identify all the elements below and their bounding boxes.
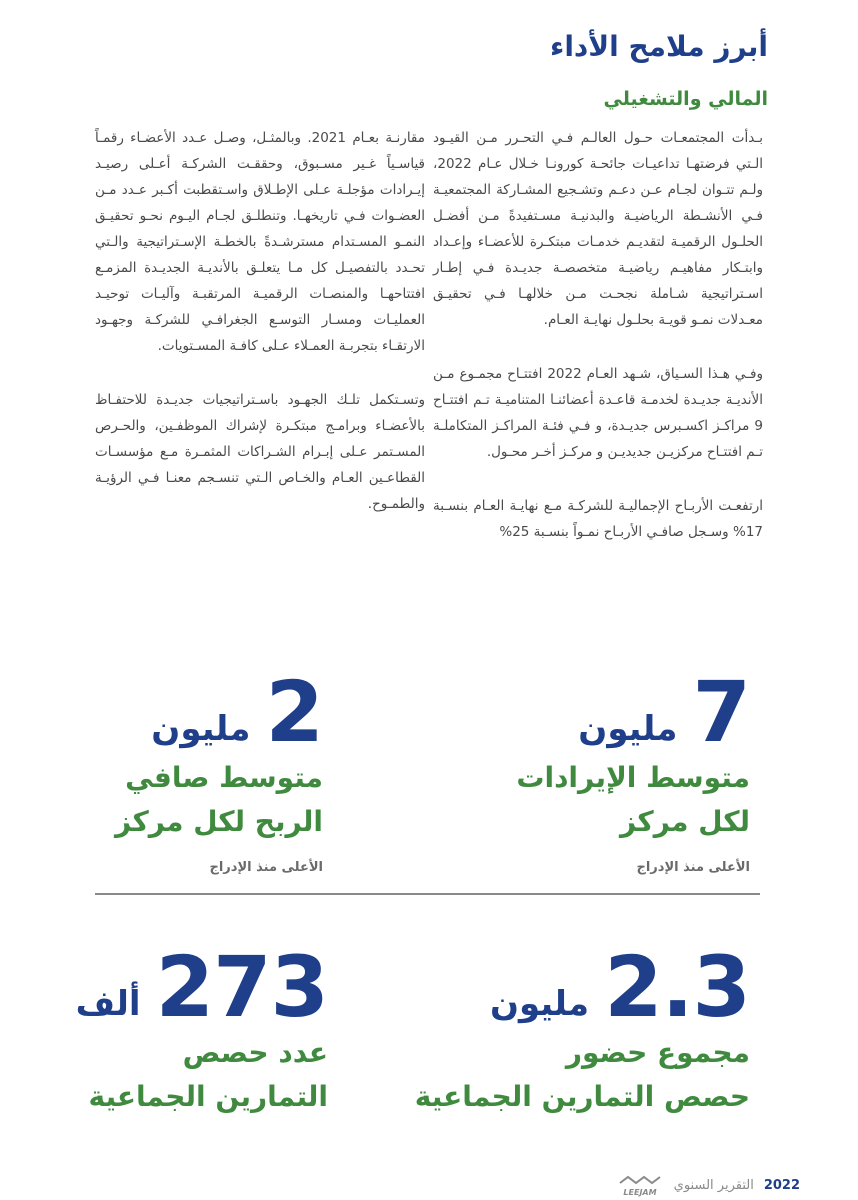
footer-year: 2022 <box>763 1177 800 1193</box>
page-subtitle: المالي والتشغيلي <box>603 88 768 110</box>
footer-label: التقرير السنوي <box>673 1177 754 1193</box>
text-column-right <box>433 125 763 573</box>
stat-description-line: مجموع حضور <box>565 1036 750 1069</box>
stat-description-line: الربح لكل مركز <box>115 805 323 838</box>
page-footer <box>616 1172 800 1198</box>
stat-description <box>23 756 323 844</box>
stat-description-line: التمارين الجماعية <box>88 1080 328 1113</box>
stat-description-line: حصص التمارين الجماعية <box>414 1080 750 1113</box>
paragraph: وتسـتكمل تلـك الجهـود باسـتراتيجيات جديـدة للاحتفـاظ بالأعضـاء وبرامـج مبتكـرة لإشراك الموظفـين، والحـرص المسـتمر عـلى إبـرام الشـراكات المثمـرة مـع مؤسسـات القطاعـين العـام والخـاص الـتي تنسـجم معنـا فـي الرؤيـة والطمـوح. <box>95 392 425 512</box>
stat-description-line: متوسط الإيرادات <box>516 761 750 794</box>
stat-unit: ألف <box>75 984 141 1024</box>
stat-value: 7 <box>692 663 750 761</box>
stat-description <box>410 1031 750 1119</box>
stat-class-attendance <box>410 938 750 1119</box>
text-column-left <box>95 125 425 545</box>
stat-description-line: لكل مركز <box>620 805 750 838</box>
stat-value: 273 <box>155 938 328 1036</box>
stat-value: 2.3 <box>604 938 750 1036</box>
page-title: أبرز ملامح الأداء <box>550 30 768 63</box>
stat-unit: مليون <box>489 984 590 1024</box>
paragraph: مقارنـة بعـام 2021. وبالمثـل، وصـل عـدد الأعضـاء رقمـاً قياسـياً غـير مسـبوق، وحققـت الشركـة أعـلى رصيـد إيـرادات مؤجلـة عـلى الإطـلاق واسـتقطبت أكـبر عـدد مـن العضـوات فـي تاريخهـا. وتنطلـق لجـام اليـوم نحـو تحقيـق النمـو المسـتدام مسترشـدةً بالخطـة الإسـتراتيجية والـتي تحـدد بالتفصيـل كل مـا يتعلـق بالأنديـة الجديـدة المزمـع افتتاحهـا والمنصـات الرقميـة المرتقبـة وآليـات توحيـد العمليـات ومسـار التوسـع الجغرافـي للشركـة وجهـود الارتقـاء بتجربـة العمـلاء عـلى كافـة المسـتويات. <box>95 130 425 354</box>
stat-avg-net-profit <box>23 663 323 875</box>
stat-description-line: عدد حصص <box>182 1036 328 1069</box>
stat-description-line: متوسط صافي <box>125 761 323 794</box>
logo-text: LEEJAM <box>623 1188 657 1197</box>
stat-class-count <box>28 938 328 1119</box>
section-divider <box>95 893 760 895</box>
stat-note: الأعلى منذ الإدراج <box>209 860 323 875</box>
paragraph: بـدأت المجتمعـات حـول العالـم فـي التحـرر مـن القيـود الـتي فرضتهـا تداعيـات جائحـة كورونـا خـلال عـام 2022، ولـم تتـوان لجـام عـن دعـم وتشـجيع المشـاركة المجتمعيـة فـي الأنشـطة الرياضيـة والبدنيـة مسـتفيدةً مـن أفضـل الحلـول الرقميـة لتقديـم خدمـات مبتكـرة للأعضـاء وإعـداد وابتـكار مفاهيـم رياضيـة متخصصـة جديـدة فـي إطـار اسـتراتيجية شـاملة نجحـت مـن خلالهـا فـي تحقيـق معـدلات نمـو قويـة بحلـول نهايـة العـام. <box>433 130 763 328</box>
stat-unit: مليون <box>151 709 251 749</box>
stat-unit: مليون <box>578 709 678 749</box>
stat-value: 2 <box>265 663 323 761</box>
stat-description <box>430 756 750 844</box>
stat-description <box>28 1031 328 1119</box>
paragraph: ارتفعـت الأربـاح الإجماليـة للشركـة مـع نهايـة العـام بنسـبة 17% وسـجل صافـي الأربـاح نمـواً بنسـبة 25% <box>433 498 763 540</box>
stat-avg-revenue <box>430 663 750 875</box>
stat-note: الأعلى منذ الإدراج <box>636 860 750 875</box>
leejam-logo-icon <box>616 1173 664 1197</box>
paragraph: وفـي هـذا السـياق، شـهد العـام 2022 افتتـاح مجمـوع مـن الأنديـة جديـدة لخدمـة قاعـدة أعضائنـا المتناميـة تـم افتتـاح 9 مراكـز اكسـبرس جديـدة، و فـي فئـة المراكـز المتكاملـة تـم افتتـاح مركزيـن جديديـن و مركـز أخـر محـول. <box>433 366 763 460</box>
